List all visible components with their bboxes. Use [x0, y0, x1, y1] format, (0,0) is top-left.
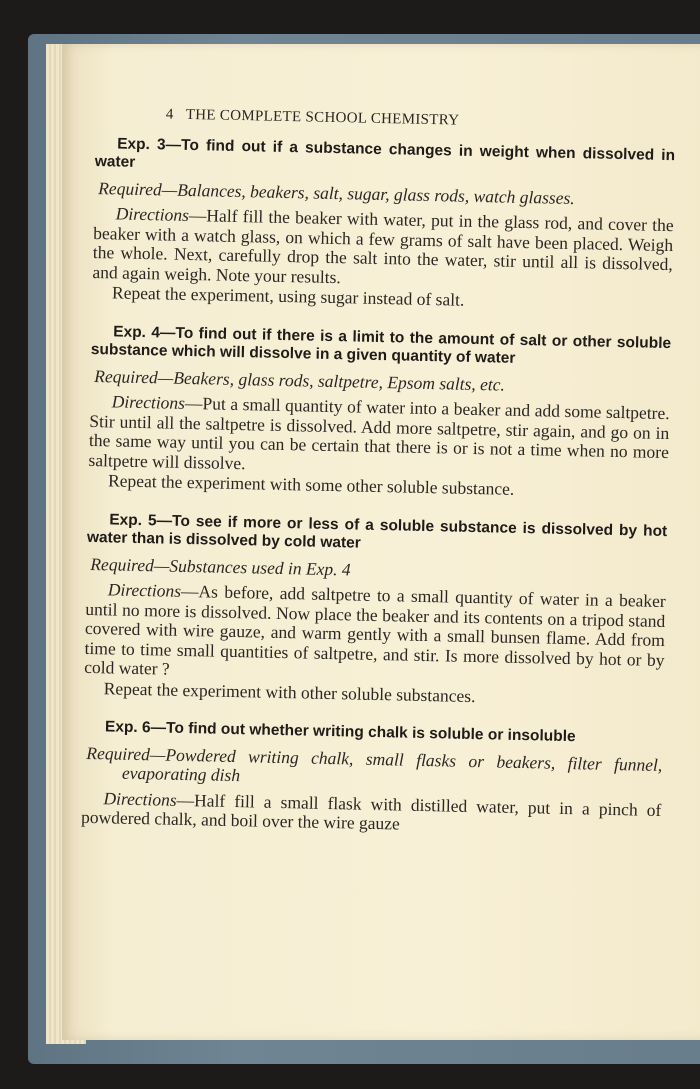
- experiment-title: Exp. 5—To see if more or less of a soluble substance is dissolved by hot water than is dissolved by cold water: [86, 510, 668, 552]
- directions: [84, 580, 666, 690]
- experiment-3: [92, 134, 675, 314]
- directions-label: Directions: [107, 579, 182, 601]
- experiment-title: Exp. 3—To find out if a substance changes in weight when dissolved in water: [94, 134, 676, 171]
- experiment-6: [81, 718, 663, 840]
- experiment-title: Exp. 6—To find out whether writing chalk is soluble or insoluble: [104, 718, 576, 746]
- directions-text: —As before, add saltpetre to a small quantity of water in a beaker until no more is dissolved. Now place the beaker and its contents on a tripod stand covered with wire gauze, and warm gently with a small bunsen flame. Add from time to time small quantities of saltpetre, and stir. Is more dissolved by hot or by cold water ?: [83, 580, 666, 679]
- required-materials: Required—Beakers, glass rods, saltpetre, Epsom salts, etc.: [94, 365, 506, 395]
- directions-text: —Put a small quantity of water into a beaker and add some saltpetre. Stir until all the saltpetre is dissolved. Add more saltpetre, stir again, and go on in the same way until you can be certain that there is or is not a time when no more saltpetre will dissolve.: [88, 392, 670, 473]
- repeat-note: Repeat the experiment with other soluble substances.: [103, 677, 476, 706]
- repeat-note: Repeat the experiment with some other soluble substance.: [107, 470, 515, 499]
- directions-text: —Half fill a small flask with distilled water, put in a pinch of powdered chalk, and boil over the wire gauze: [80, 789, 662, 834]
- required-materials: Required—Powdered writing chalk, small flasks or beakers, filter funnel, evaporating dish: [86, 742, 663, 786]
- directions-text: —Half fill the beaker with water, put in the glass rod, and cover the beaker with a watch glass, on which a few grams of salt have been placed. Weigh the whole. Next, carefully drop the salt into the water, stir until all is dissolved, and again weigh. Note your results.: [92, 204, 674, 287]
- page-number: 4: [165, 106, 174, 123]
- directions: [92, 204, 674, 294]
- required-materials: Required—Substances used in Exp. 4: [90, 553, 351, 579]
- experiment-title: Exp. 4—To find out if there is a limit to the amount of salt or other soluble substance which will dissolve in a given quantity of water: [90, 322, 672, 367]
- directions: [81, 788, 662, 839]
- running-title: THE COMPLETE SCHOOL CHEMISTRY: [185, 106, 460, 129]
- experiment-4: [88, 322, 671, 502]
- directions-label: Directions: [115, 203, 190, 225]
- required-materials: Required—Balances, beakers, salt, sugar, glass rods, watch glasses.: [98, 177, 575, 208]
- directions-label: Directions: [111, 391, 186, 413]
- page-text: [80, 104, 675, 859]
- directions: [88, 392, 670, 482]
- experiment-5: [84, 510, 668, 710]
- directions-label: Directions: [103, 787, 177, 810]
- repeat-note: Repeat the experiment, using sugar instead of salt.: [111, 282, 465, 310]
